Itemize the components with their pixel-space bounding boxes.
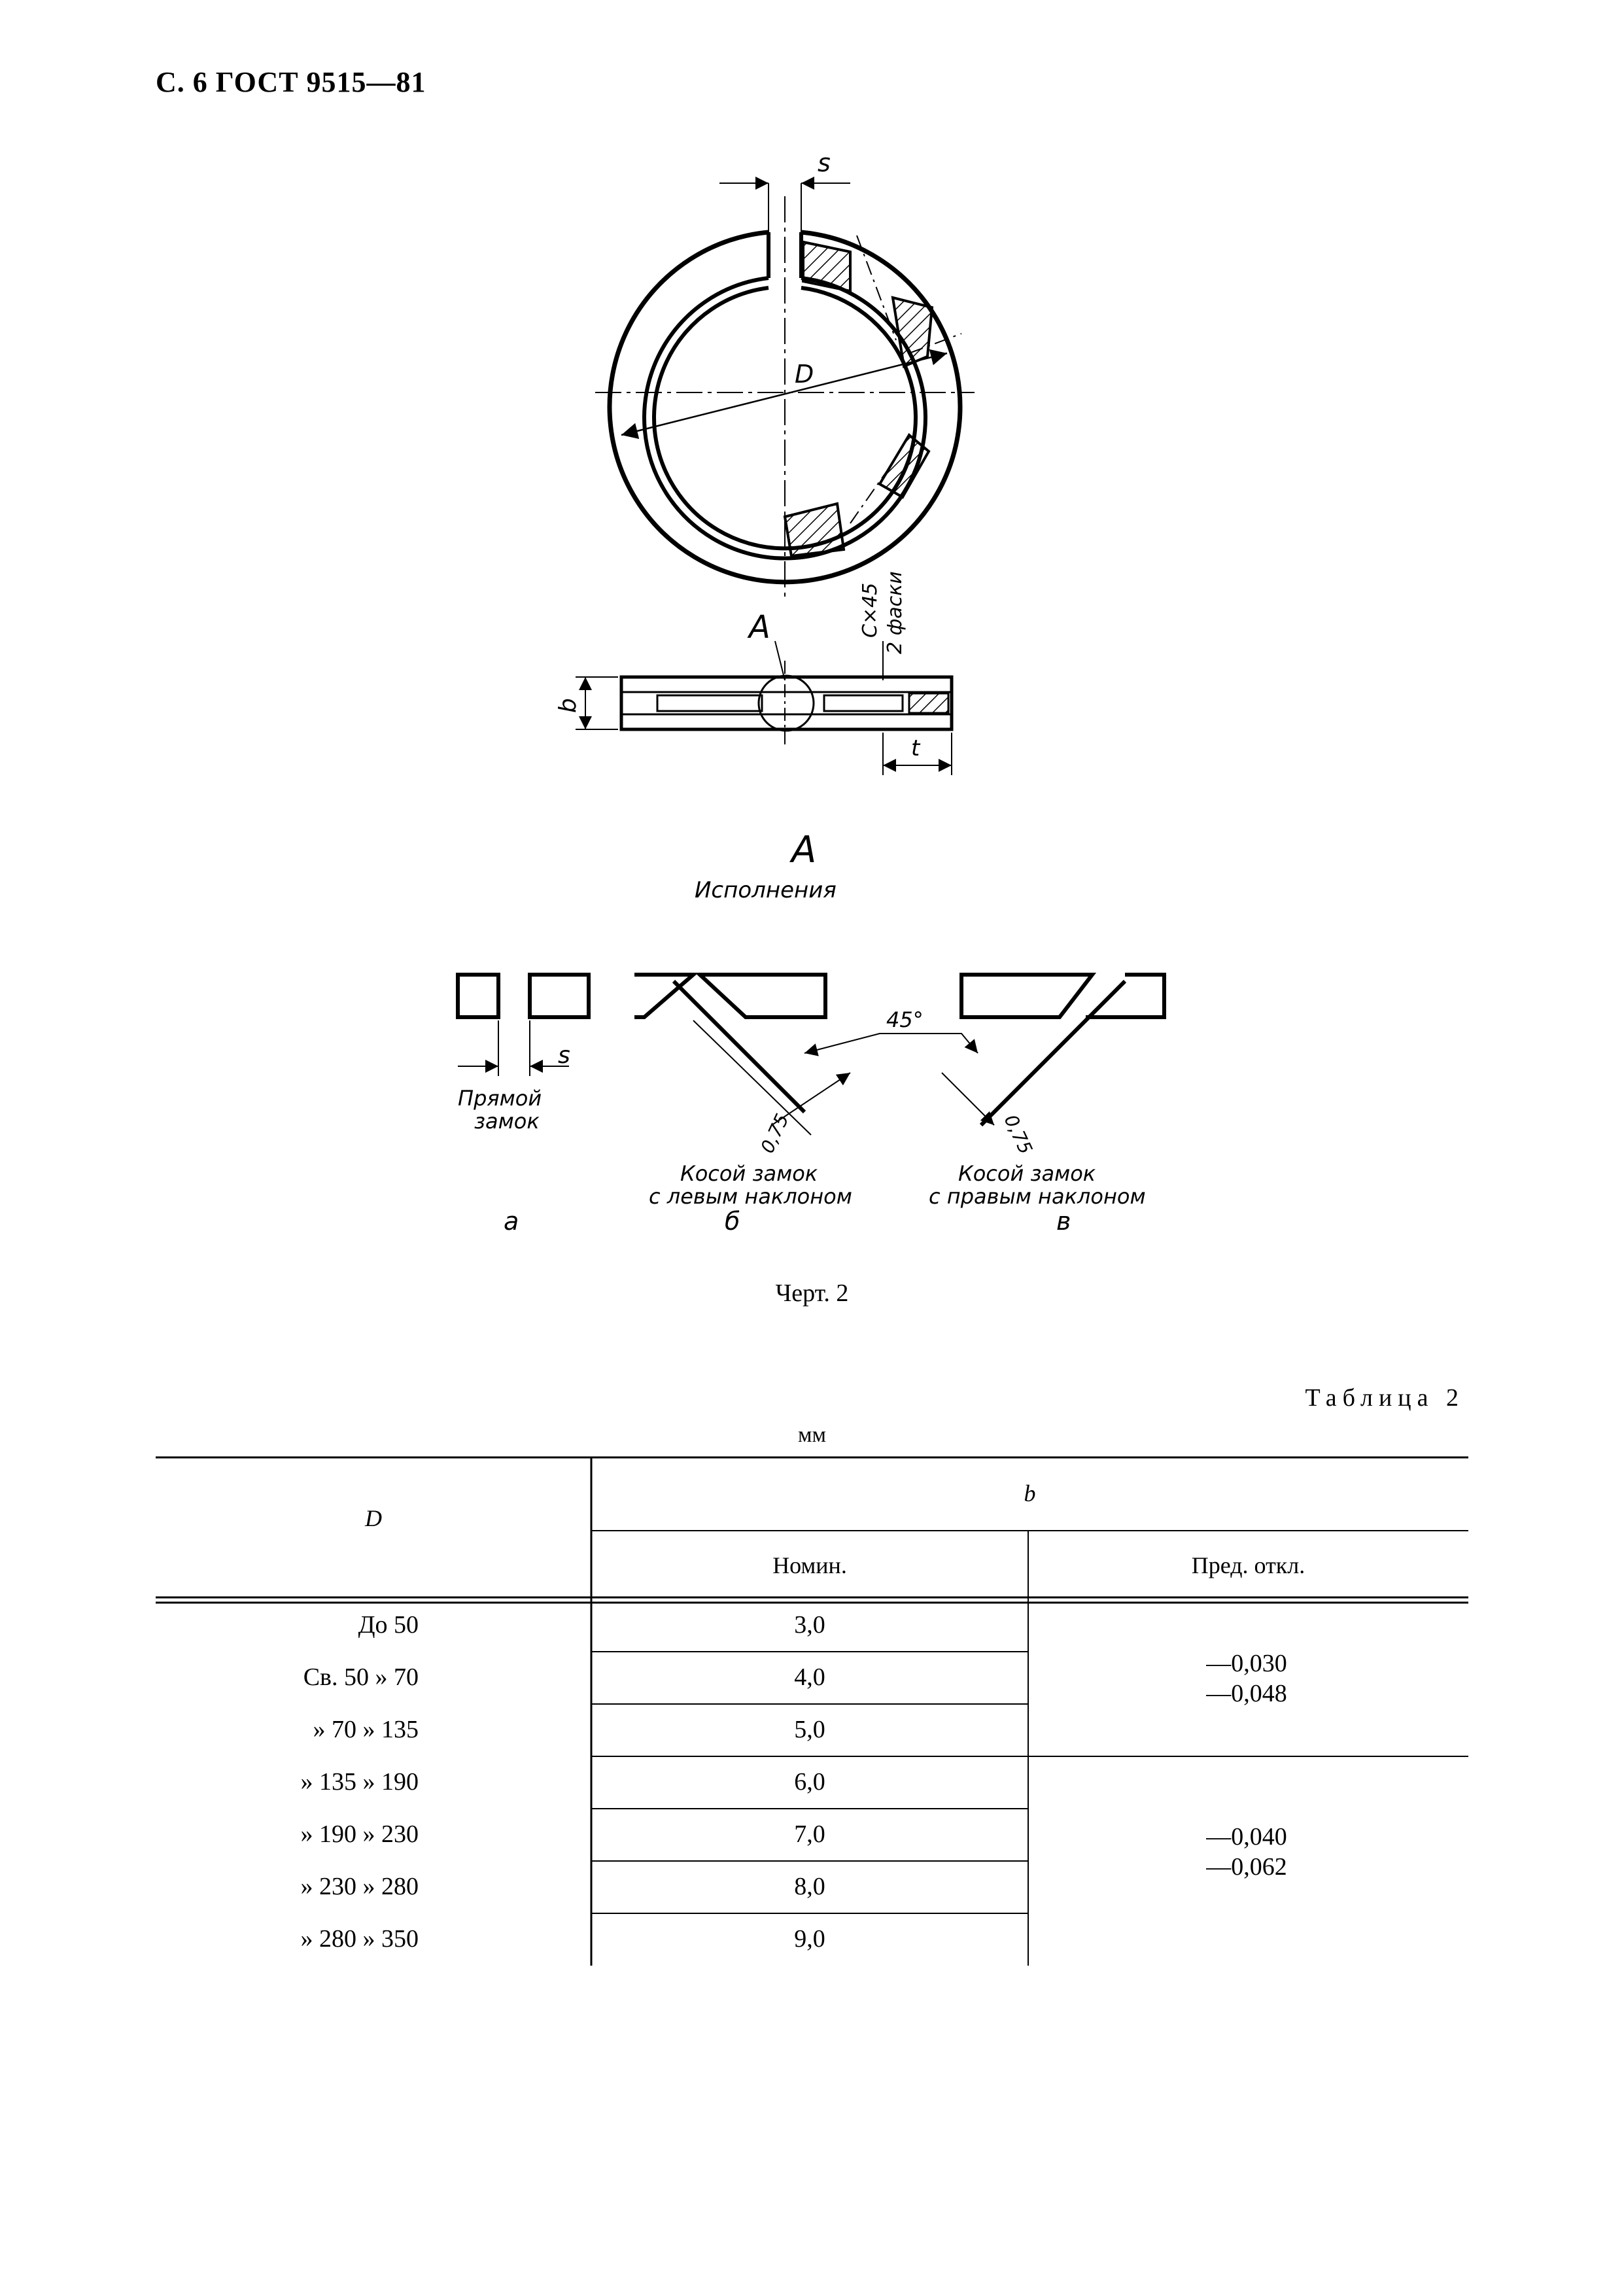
label-chamfer: C×45: [859, 582, 882, 638]
row-5-d: » 190 » 230: [300, 1820, 419, 1848]
label-variant-c: в: [1056, 1207, 1071, 1236]
label-angle: 45°: [886, 1007, 924, 1032]
label-variant-a: а: [504, 1207, 519, 1236]
label-diameter: D: [795, 360, 814, 389]
figure-caption: Черт. 2: [775, 1279, 849, 1307]
label-a-callout: A: [749, 609, 770, 646]
tolerance-2-upper: —0,040: [1206, 1823, 1287, 1851]
table-units: мм: [797, 1423, 827, 1447]
tolerance-1-upper: —0,030: [1206, 1650, 1287, 1677]
page-header: С. 6 ГОСТ 9515—81: [156, 66, 426, 98]
label-b: b: [555, 698, 581, 713]
label-t: t: [911, 735, 920, 761]
label-view-a: A: [791, 829, 817, 871]
row-3-b: 5,0: [794, 1716, 825, 1743]
header-tolerance: Пред. откл.: [1191, 1552, 1305, 1578]
tolerance-group-1: [1028, 1648, 1465, 1709]
row-2-d: Св. 50 » 70: [303, 1663, 419, 1691]
table-title: Таблица 2: [1305, 1384, 1464, 1412]
label-right-lock-2: с правым наклоном: [929, 1184, 1146, 1209]
row-1-d: До 50: [358, 1611, 419, 1639]
header-b: b: [1024, 1480, 1036, 1506]
tolerance-2-lower: —0,062: [1206, 1853, 1287, 1881]
row-2-b: 4,0: [794, 1663, 825, 1691]
label-versions: Исполнения: [695, 877, 837, 903]
row-3-d: » 70 » 135: [313, 1716, 419, 1743]
row-4-d: » 135 » 190: [300, 1768, 419, 1796]
label-straight-lock-1: Прямой: [458, 1086, 542, 1111]
row-7-b: 9,0: [794, 1925, 825, 1953]
label-thickness-right: 0,75: [999, 1111, 1037, 1158]
row-6-d: » 230 » 280: [300, 1873, 419, 1900]
label-s-detail: s: [558, 1042, 570, 1069]
row-6-b: 8,0: [794, 1873, 825, 1900]
tolerance-group-2: [1028, 1822, 1465, 1882]
row-1-b: 3,0: [794, 1611, 825, 1639]
label-chamfer-note: 2 фаски: [884, 571, 907, 654]
label-left-lock-1: Косой замок: [680, 1161, 818, 1186]
row-7-d: » 280 » 350: [300, 1925, 419, 1953]
tolerance-1-lower: —0,048: [1206, 1680, 1287, 1707]
row-4-b: 6,0: [794, 1768, 825, 1796]
label-left-lock-2: с левым наклоном: [649, 1184, 852, 1209]
label-variant-b: б: [725, 1207, 740, 1236]
header-d: D: [365, 1505, 382, 1531]
label-s-top: s: [818, 148, 831, 177]
header-nominal: Номин.: [772, 1552, 847, 1578]
label-straight-lock-2: замок: [474, 1109, 540, 1134]
row-5-b: 7,0: [794, 1820, 825, 1848]
label-thickness-left: 0,75: [756, 1110, 793, 1157]
label-right-lock-1: Косой замок: [958, 1161, 1096, 1186]
